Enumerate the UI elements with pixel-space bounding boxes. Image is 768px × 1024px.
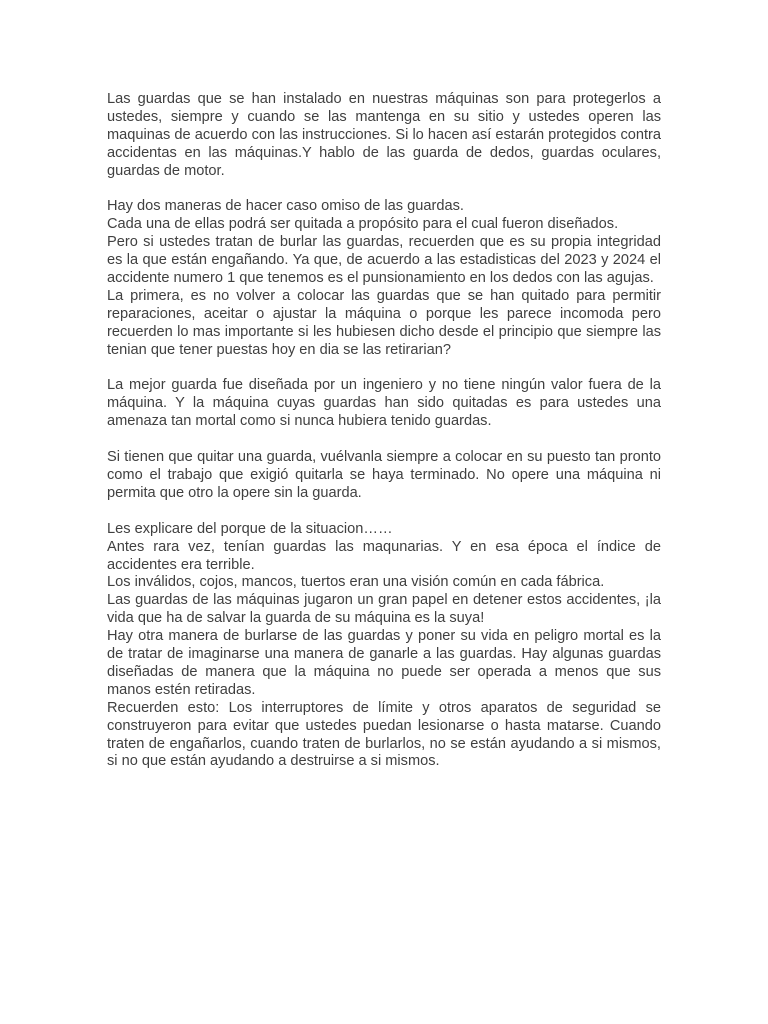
paragraph-otra-manera: Hay otra manera de burlarse de las guardas y poner su vida en peligro mortal es la de tratar de imaginarse una manera de ganarle a las guardas. Hay algunas guardas diseñadas de manera que la máquina no puede ser operada a menos que sus manos estén retiradas.	[107, 628, 661, 698]
paragraph-la-primera: La primera, es no volver a colocar las guardas que se han quitado para permitir reparaciones, aceitar o ajustar la máquina o porque les parece incomoda pero recuerden lo mas importante si les hubiesen dicho desde el principio que siempre las tenian que tener puestas hoy en dia se las retirarian?	[107, 287, 661, 358]
paragraph-guardas-papel: Las guardas de las máquinas jugaron un gran papel en detener estos accidentes, ¡la vida que ha de salvar la guarda de su máquina es la suya!	[107, 592, 661, 627]
paragraph-quitar-guarda: Si tienen que quitar una guarda, vuélvanla siempre a colocar en su puesto tan pronto como el trabajo que exigió quitarla se haya terminado. No opere una máquina ni permita que otro la opere sin la guarda.	[107, 449, 661, 501]
paragraph-spacer	[107, 503, 661, 521]
paragraph-spacer	[107, 431, 661, 449]
paragraph-burlar-guardas: Pero si ustedes tratan de burlar las guardas, recuerden que es su propia integridad es la que están engañando. Ya que, de acuerdo a las estadisticas del 2023 y 2024 el accidente numero 1 que tenemos es el punsionamiento en los dedos con las agujas.	[107, 234, 661, 287]
paragraph-spacer	[107, 360, 661, 378]
paragraph-spacer	[107, 181, 661, 199]
document-body	[107, 91, 661, 771]
paragraph-cada-una: Cada una de ellas podrá ser quitada a propósito para el cual fueron diseñados.	[107, 216, 619, 233]
paragraph-antes-rara-vez: Antes rara vez, tenían guardas las maqunarias. Y en esa época el índice de accidentes era terrible.	[107, 538, 661, 573]
paragraph-guardas-proteccion: Las guardas que se han instalado en nuestras máquinas son para protegerlos a ustedes, siempre y cuando se las mantenga en su sitio y ustedes operen las maquinas de acuerdo con las instrucciones. Si lo hacen así estarán protegidos contra accidentas en las máquinas.Y hablo de las guarda de dedos, guardas oculares, guardas de motor.	[107, 91, 661, 179]
paragraph-invalidos: Los inválidos, cojos, mancos, tuertos eran una visión común en cada fábrica.	[107, 574, 605, 591]
paragraph-explicare: Les explicare del porque de la situacion……	[107, 520, 393, 537]
paragraph-mejor-guarda: La mejor guarda fue diseñada por un ingeniero y no tiene ningún valor fuera de la máquina. Y la máquina cuyas guardas han sido quitadas es para ustedes una amenaza tan mortal como si nunca hubiera tenido guardas.	[107, 377, 661, 430]
paragraph-dos-maneras: Hay dos maneras de hacer caso omiso de las guardas.	[107, 198, 464, 215]
paragraph-recuerden-esto: Recuerden esto: Los interruptores de límite y otros aparatos de seguridad se construyeron para evitar que ustedes puedan lesionarse o hasta matarse. Cuando traten de engañarlos, cuando traten de burlarlos, no se están ayudando a si mismos, si no que están ayudando a destruirse a si mismos.	[107, 699, 661, 770]
